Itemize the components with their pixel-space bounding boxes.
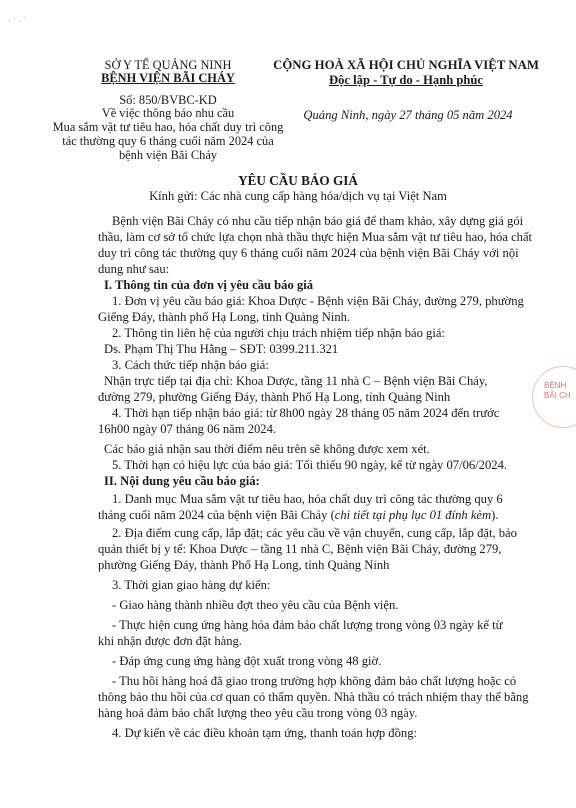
country-name: CỘNG HOÀ XÃ HỘI CHỦ NGHĨA VIỆT NAM [273, 58, 539, 72]
subject-line-4: bệnh viện Bãi Cháy [118, 148, 218, 162]
section-2-paragraph: 1. Danh mục Mua sắm vật tư tiêu hao, hóa chất duy trì công tác thường quy 6 [112, 492, 503, 506]
intro-line: thầu, làm cơ sở tổ chức lựa chọn nhà thầu thực hiện Mua sắm vật tư tiêu hao, hóa chất [98, 230, 533, 244]
intro-line: Bệnh viện Bãi Cháy có nhu cầu tiếp nhận báo giá để tham khảo, xây dựng giá gói [112, 214, 524, 228]
intro-line: dung như sau: [98, 262, 170, 276]
section-1-paragraph: Giếng Đáy, thành phố Hạ Long, tỉnh Quảng Ninh. [98, 310, 351, 324]
delivery-item: - Giao hàng thành nhiều đợt theo yêu cầu của Bệnh viện. [112, 598, 399, 612]
text-run: ). [491, 508, 499, 522]
contact-person: Ds. Phạm Thị Thu Hằng – SĐT: 0399.211.321 [104, 342, 339, 356]
subject-line-1: Về việc thông báo nhu cầu [101, 106, 235, 120]
section-1-paragraph: 1. Đơn vị yêu cầu báo giá: Khoa Dược - Bệnh viện Bãi Cháy, đường 279, phường [112, 294, 524, 308]
section-2-paragraph: 4. Dự kiến về các điều khoản tạm ứng, thanh toán hợp đồng: [112, 726, 417, 740]
ministry-name: SỞ Y TẾ QUẢNG NINH [104, 58, 232, 72]
section-1-heading: I. Thông tin của đơn vị yêu cầu báo giá [104, 278, 313, 292]
intro-line: duy trì công tác thường quy 6 tháng cuối năm 2024 của bệnh viện Bãi Cháy với nội [98, 246, 519, 260]
document-number: Số: 850/BVBC-KD [119, 93, 217, 107]
section-2-paragraph: phường Giếng Đáy, thành Phố Hạ Long, tỉnh Quảng Ninh [98, 558, 390, 572]
section-1-paragraph: 2. Thông tin liên hệ của người chịu trách nhiệm tiếp nhận báo giá: [112, 326, 445, 340]
section-1-paragraph: đường 279, phường Giếng Đáy, thành Phố Hạ Long, tỉnh Quảng Ninh [98, 390, 451, 404]
section-1-paragraph: 16h00 ngày 07 tháng 06 năm 2024. [98, 422, 277, 436]
stamp-text-line: BỆNH [544, 381, 567, 390]
document-date: Quảng Ninh, ngày 27 tháng 05 năm 2024 [303, 108, 513, 122]
section-2-heading: II. Nội dung yêu cầu báo giá: [104, 474, 260, 488]
section-1-paragraph: 4. Thời hạn tiếp nhận báo giá: từ 8h00 ngày 28 tháng 05 năm 2024 đến trước [112, 406, 500, 420]
subject-line-2: Mua sắm vật tư tiêu hao, hóa chất duy trì công [52, 120, 284, 134]
scan-mark: · ˈ · ˈ [8, 16, 27, 26]
appendix-reference: chi tiết tại phụ lục 01 đính kèm [334, 508, 492, 522]
delivery-item: thông báo thu hồi của cơ quan có thẩm quyền. Nhà thầu có trách nhiệm thay thế bằng [98, 690, 529, 704]
stamp-text-line: BÃI CH [544, 391, 571, 400]
stamp-text [544, 381, 571, 401]
document-title: YÊU CẦU BÁO GIÁ [238, 173, 358, 188]
section-2-paragraph: 3. Thời gian giao hàng dự kiến: [112, 578, 271, 592]
section-1-paragraph: Nhận trực tiếp tại địa chỉ: Khoa Dược, tầng 11 nhà C – Bệnh viện Bãi Cháy, [104, 374, 488, 388]
delivery-item: - Thực hiện cung ứng hàng hóa đảm bảo chất lượng trong vòng 03 ngày kể từ [112, 618, 503, 632]
delivery-item: hàng hoá đảm bảo chất lượng theo yêu cầu trong vòng 03 ngày. [98, 706, 418, 720]
recipient-line: Kính gửi: Các nhà cung cấp hàng hóa/dịch vụ tại Việt Nam [149, 189, 447, 203]
section-1-paragraph: 3. Cách thức tiếp nhận báo giá: [112, 358, 269, 372]
national-motto: Độc lập - Tự do - Hạnh phúc [329, 73, 483, 87]
delivery-item: khi nhận được đơn đặt hàng. [98, 634, 242, 648]
text-run: tháng cuối năm 2024 của bệnh viện Bãi Cháy ( [98, 508, 335, 522]
section-2-paragraph [98, 507, 498, 523]
section-1-note: Các báo giá nhận sau thời điểm nêu trên sẽ không được xem xét. [104, 442, 430, 456]
delivery-item: - Thu hồi hàng hoá đã giao trong trường hợp không đảm bảo chất lượng hoặc có [112, 674, 517, 688]
delivery-item: - Đáp ứng cung ứng hàng đột xuất trong vòng 48 giờ. [112, 654, 382, 668]
section-2-paragraph: quản thiết bị y tế: Khoa Dược – tầng 11 nhà C, Bệnh viện Bãi Cháy, đường 279, [98, 542, 502, 556]
section-2-paragraph: 2. Địa điểm cung cấp, lắp đặt; các yêu cầu về vận chuyển, cung cấp, lắp đặt, bảo [112, 526, 517, 540]
subject-line-3: tác thường quy 6 tháng cuối năm 2024 của [62, 134, 274, 148]
section-1-paragraph: 5. Thời hạn có hiệu lực của báo giá: Tối thiểu 90 ngày, kể từ ngày 07/06/2024. [112, 458, 508, 472]
hospital-name: BỆNH VIỆN BÃI CHÁY [101, 71, 235, 85]
